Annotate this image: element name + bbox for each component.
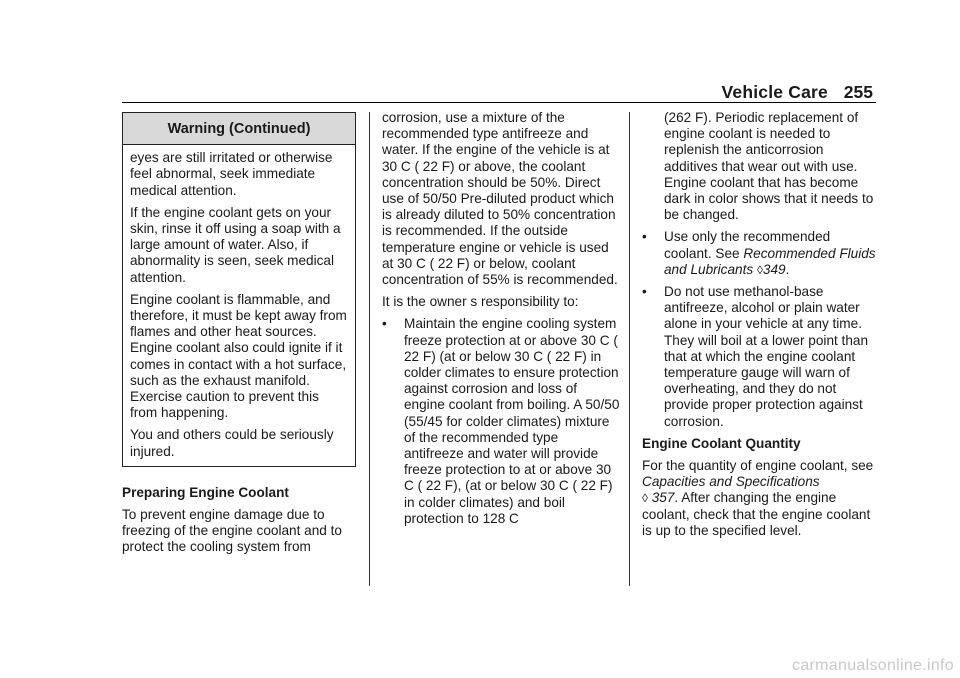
paragraph-text: For the quantity of engine coolant, see (642, 458, 874, 474)
page-ref-icon: ◊ (642, 491, 648, 506)
paragraph-text: . After changing the engine coolant, check that the engine coolant is up to the specified level. (642, 490, 871, 538)
column-divider (369, 112, 370, 586)
page-reference[interactable]: 357 (651, 490, 675, 506)
warning-paragraph: eyes are still irritated or otherwise feel abnormal, seek immediate medical attention. (130, 150, 333, 198)
bullet-icon: • (382, 316, 387, 332)
column-divider (629, 112, 630, 586)
column-2 (382, 110, 620, 533)
section-heading: Preparing Engine Coolant (122, 484, 289, 500)
bullet-text: Do not use methanol-base antifreeze, alcohol or plain water alone in your vehicle at any time. They will boil at a lower point than that at which the engine coolant temperature gauge will warn of overheating, and they do not provide proper protection against corrosion. (664, 284, 869, 429)
bullet-continuation: (262 F). Periodic replacement of engine coolant is needed to replenish the anticorrosion additives that wear out with use. Engine coolant that has become dark in color shows that it needs to be changed. (664, 110, 874, 223)
page-header (122, 80, 876, 103)
warning-box (122, 112, 356, 467)
bullet-icon: • (642, 284, 647, 300)
body-paragraph (642, 458, 878, 539)
column-1 (122, 112, 358, 562)
warning-paragraph: Engine coolant is flammable, and therefore, it must be kept away from flames and other heat sources. Engine coolant also could ignite if it comes in contact with a hot surface, such as the exhaust manifold. Exercise caution to prevent this from happening. (130, 291, 347, 421)
page-number: 255 (843, 82, 873, 102)
bullet-icon: • (642, 229, 647, 245)
page-ref-icon: ◊ (756, 262, 763, 277)
watermark-text: carmanualsonline.info (792, 657, 954, 674)
warning-paragraph: You and others could be seriously injured. (130, 427, 334, 459)
body-paragraph: corrosion, use a mixture of the recommended type antifreeze and water. If the engine of the vehicle is at 30 C ( 22 F) or above, the coolant concentration should be 50%. Direct use of 50/50 Pre-diluted product which is already diluted to 50% concentration is recommended. If the outside temperature engine or vehicle is used at 30 C ( 22 F) or below, coolant concentration of 55% is recommended. (382, 110, 618, 288)
section-title: Vehicle Care (721, 82, 828, 102)
warning-paragraph: If the engine coolant gets on your skin, rinse it off using a soap with a large amount of water. Also, if abnormality is seen, seek medical attention. (130, 204, 341, 285)
bullet-text: Use only the recommended coolant. See (664, 229, 831, 261)
bullet-item (382, 316, 620, 527)
section-heading: Engine Coolant Quantity (642, 435, 801, 451)
bullet-item: • Use only the recommended coolant. See Recommended Fluids and Lubricants ◊349. (642, 229, 876, 277)
warning-body (123, 145, 355, 466)
bullet-text: Maintain the engine cooling system freeze protection at or above 30 C ( 22 F) (at or below 30 C ( 22 F) in colder climates to ensure protection against corrosion and loss of engine coolant from boiling. A 50/50 (55/45 for colder climates) mixture of the recommended type antifreeze and water will provide freeze protection to at or above 30 C ( 22 F), (at or below 30 C ( 22 F) in colder climates) and boil protection to 128 C (404, 316, 620, 526)
warning-title: Warning (Continued) (123, 113, 355, 145)
body-paragraph: To prevent engine damage due to freezing of the engine coolant and to protect the cooling system from (122, 507, 342, 555)
body-paragraph: It is the owner s responsibility to: (382, 294, 579, 310)
page-reference[interactable]: 349 (762, 261, 786, 277)
bullet-item (642, 284, 878, 430)
cross-reference-link[interactable]: Capacities and Specifications (642, 474, 820, 490)
cross-reference-link[interactable]: Recommended Fluids and Lubricants (664, 245, 876, 277)
column-3 (642, 110, 878, 545)
